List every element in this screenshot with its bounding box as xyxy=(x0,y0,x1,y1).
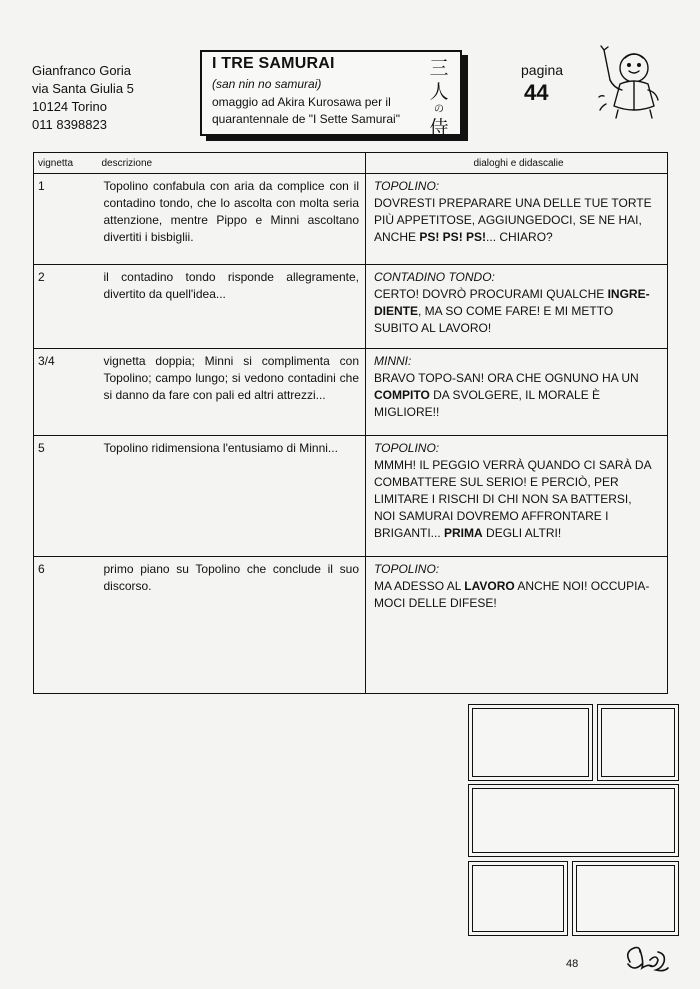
dialogue-emphasis: PRIMA xyxy=(444,526,483,540)
header-description: descrizione xyxy=(98,153,366,174)
layout-panel-1 xyxy=(468,704,593,781)
panel-description: Topolino confabula con aria da complice con il contadino tondo, che lo ascolta con molta seria attenzione, mentre Pippo e Minni ascoltano divertiti i bisbiglii. xyxy=(98,174,366,265)
layout-panel-5 xyxy=(468,861,568,936)
table-row xyxy=(34,349,668,436)
table-row xyxy=(34,265,668,349)
author-city: 10124 Torino xyxy=(32,99,107,114)
kanji-char: の xyxy=(434,104,444,115)
panel-number: 5 xyxy=(34,436,98,557)
kanji-char: 侍 xyxy=(429,117,449,139)
title-box xyxy=(200,50,462,139)
story-tribute: omaggio ad Akira Kurosawa per il quarantennale de "I Sette Samurai" xyxy=(212,95,400,126)
author-street: via Santa Giulia 5 xyxy=(32,81,134,96)
header-dialogue: dialoghi e didascalie xyxy=(366,153,668,174)
story-subtitle: (san nin no samurai) xyxy=(212,77,322,91)
page-number: 44 xyxy=(524,80,549,105)
panel-dialogue xyxy=(366,265,668,349)
dialogue-text: ANCHE NOI! OCCUPIA-MOCI DELLE DIFESE! xyxy=(374,579,650,610)
panel-number: 2 xyxy=(34,265,98,349)
panel-number: 1 xyxy=(34,174,98,265)
story-title: I TRE SAMURAI xyxy=(212,55,335,72)
page-label: pagina xyxy=(521,62,564,78)
kanji-char: 三 xyxy=(429,57,449,79)
dialogue-text: DOVRESTI PREPARARE UNA DELLE TUE TORTE PIÙ APPETITOSE, AGGIUNGEDOCI, SE NE HAI, ANCHE xyxy=(374,196,652,244)
speaker-label: TOPOLINO: xyxy=(374,441,440,455)
panel-description: primo piano su Topolino che conclude il suo discorso. xyxy=(98,557,366,694)
header-panel: vignetta xyxy=(34,153,98,174)
table-header-row xyxy=(34,153,668,174)
dialogue-emphasis: COMPITO xyxy=(374,388,430,402)
table-row xyxy=(34,436,668,557)
panel-dialogue xyxy=(366,174,668,265)
panel-number: 6 xyxy=(34,557,98,694)
layout-panel-2 xyxy=(597,704,679,781)
panel-dialogue xyxy=(366,557,668,694)
layout-panel-3-4 xyxy=(468,784,679,857)
panel-number: 3/4 xyxy=(34,349,98,436)
dialogue-text: MMMH! IL PEGGIO VERRÀ QUANDO CI SARÀ DA COMBATTERE SUL SERIO! E PERCIÒ, PER LIMITARE I RISCHI DI CHI NON SA BATTERSI, NOI SAMURAI DOVREMO AFFRONTARE I BRIGANTI... xyxy=(374,458,651,540)
dialogue-text: CERTO! DOVRÒ PROCURAMI QUALCHE xyxy=(374,287,608,301)
signature-icon xyxy=(620,942,674,976)
author-address xyxy=(32,62,134,134)
speaker-label: TOPOLINO: xyxy=(374,562,440,576)
dialogue-emphasis: INGRE-DIENTE xyxy=(374,287,650,318)
dialogue-text: DEGLI ALTRI! xyxy=(482,526,562,540)
speaker-label: TOPOLINO: xyxy=(374,179,440,193)
panel-description: Topolino ridimensiona l'entusiamo di Minni... xyxy=(98,436,366,557)
speaker-label: CONTADINO TONDO: xyxy=(374,270,495,284)
layout-panel-6 xyxy=(572,861,679,936)
panel-description: vignetta doppia; Minni si complimenta con Topolino; campo lungo; si vedono contadini che si danno da fare con pali ed altri attrezzi... xyxy=(98,349,366,436)
dialogue-text: DA SVOLGERE, IL MORALE È MIGLIORE!! xyxy=(374,388,601,419)
table-row xyxy=(34,174,668,265)
dialogue-emphasis: PS! PS! PS! xyxy=(419,230,487,244)
panel-dialogue xyxy=(366,436,668,557)
panel-description: il contadino tondo risponde allegramente, divertito da quell'idea... xyxy=(98,265,366,349)
kanji-title xyxy=(428,56,450,140)
speaker-label: MINNI: xyxy=(374,354,412,368)
kanji-char: 人 xyxy=(429,81,449,103)
dialogue-emphasis: LAVORO xyxy=(464,579,515,593)
dialogue-text: MA ADESSO AL xyxy=(374,579,465,593)
dialogue-text: , MA SO COME FARE! E MI METTO SUBITO AL LAVORO! xyxy=(374,304,614,335)
author-phone: 011 8398823 xyxy=(32,117,107,132)
sheet-number: 48 xyxy=(566,958,579,970)
author-name: Gianfranco Goria xyxy=(32,63,131,78)
table-row xyxy=(34,557,668,694)
dialogue-text: ... CHIARO? xyxy=(486,230,553,244)
samurai-mascot-icon xyxy=(598,44,662,120)
script-table xyxy=(33,152,668,694)
panel-dialogue xyxy=(366,349,668,436)
dialogue-text: BRAVO TOPO-SAN! ORA CHE OGNUNO HA UN xyxy=(374,371,639,385)
